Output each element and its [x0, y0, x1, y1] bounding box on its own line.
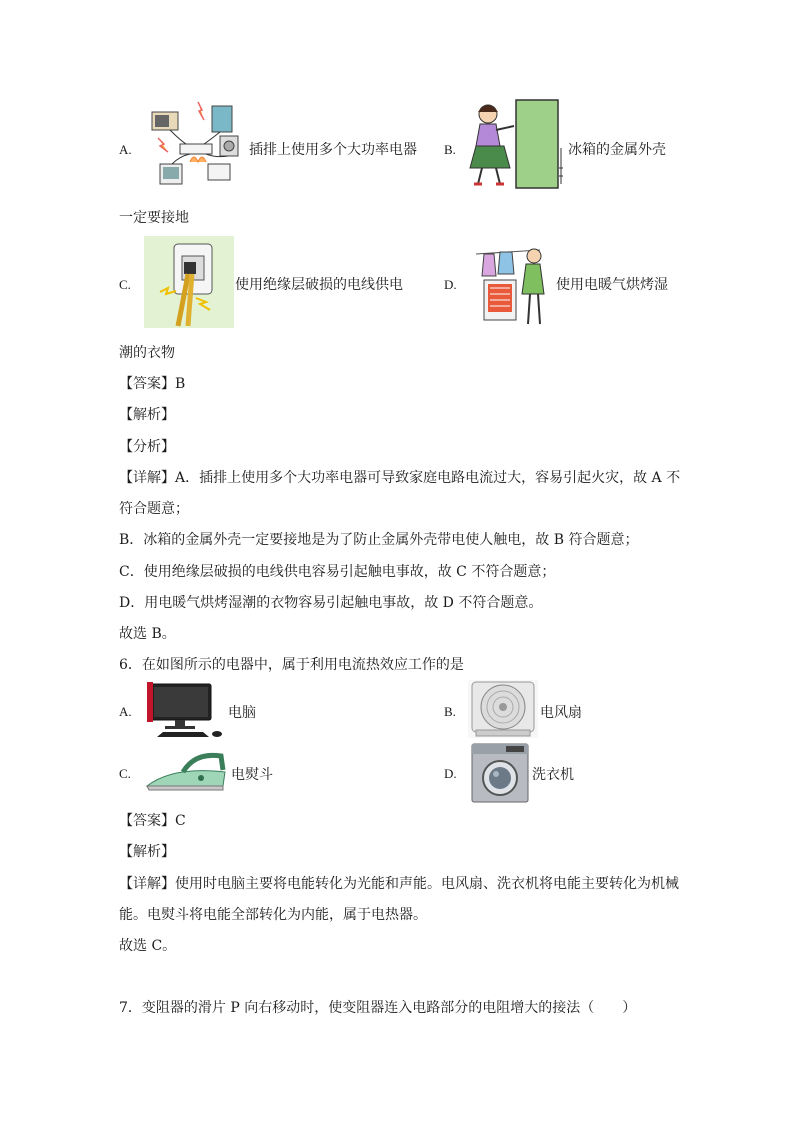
q6-option-c-text: 电熨斗	[231, 767, 273, 783]
q6-option-c-letter: C.	[119, 766, 131, 781]
q5-option-b-letter: B.	[444, 142, 456, 157]
q5-detail-a-line2: 符合题意；	[119, 501, 189, 517]
q6-detail-line1: 【详解】使用时电脑主要将电能转化为光能和声能。电风扇、洗衣机将电能主要转化为机械	[119, 876, 679, 892]
q5-option-c-letter: C.	[119, 277, 131, 292]
q5-detail-a-line1: 【详解】A．插排上使用多个大功率电器可导致家庭电路电流过大，容易引起火灾，故 A 不	[119, 470, 681, 486]
q5-option-c-text: 使用绝缘层破损的电线供电	[235, 277, 403, 293]
q6-option-d-letter: D.	[444, 766, 457, 781]
q5-detail-b: B．冰箱的金属外壳一定要接地是为了防止金属外壳带电使人触电，故 B 符合题意；	[119, 532, 639, 548]
q6-detail-line2: 能。电熨斗将电能全部转化为内能，属于电热器。	[119, 907, 427, 923]
q7-stem: 7．变阻器的滑片 P 向右移动时，使变阻器连入电路部分的电阻增大的接法（ ）	[119, 1000, 637, 1016]
q5-option-d-letter: D.	[444, 277, 457, 292]
damaged-wire-illustration	[144, 236, 234, 328]
q5-option-b-text: 冰箱的金属外壳	[568, 142, 666, 158]
q6-option-d-text: 洗衣机	[532, 767, 574, 783]
q5-option-d-continuation: 潮的衣物	[119, 345, 175, 361]
q6-option-b-text: 电风扇	[540, 705, 582, 721]
q6-answer: 【答案】C	[119, 813, 186, 829]
q5-detail-d: D．用电暖气烘烤湿潮的衣物容易引起触电事故，故 D 不符合题意。	[119, 595, 543, 611]
q5-detail-c: C．使用绝缘层破损的电线供电容易引起触电事故，故 C 不符合题意；	[119, 564, 556, 580]
q5-option-a-letter: A.	[119, 142, 132, 157]
power-strip-illustration	[150, 96, 246, 192]
computer-illustration	[143, 682, 227, 738]
q5-option-b-continuation: 一定要接地	[119, 210, 189, 226]
q6-option-b-letter: B.	[444, 704, 456, 719]
q5-jiexi-heading: 【解析】	[119, 407, 175, 423]
electric-fan-illustration	[468, 680, 538, 738]
q5-conclusion: 故选 B。	[119, 626, 176, 642]
q5-option-a-text: 插排上使用多个大功率电器	[249, 142, 417, 158]
q6-jiexi-heading: 【解析】	[119, 844, 175, 860]
q6-stem: 6．在如图所示的电器中，属于利用电流热效应工作的是	[119, 657, 464, 673]
q6-option-a-letter: A.	[119, 704, 132, 719]
heater-drying-clothes-illustration	[470, 240, 554, 330]
washing-machine-illustration	[470, 742, 530, 804]
q5-fenxi-heading: 【分析】	[119, 439, 175, 455]
fridge-illustration	[464, 98, 568, 194]
q5-answer: 【答案】B	[119, 376, 186, 392]
q6-conclusion: 故选 C。	[119, 938, 177, 954]
electric-iron-illustration	[143, 746, 229, 796]
q5-option-d-text: 使用电暖气烘烤湿	[556, 277, 668, 293]
q6-option-a-text: 电脑	[228, 705, 256, 721]
